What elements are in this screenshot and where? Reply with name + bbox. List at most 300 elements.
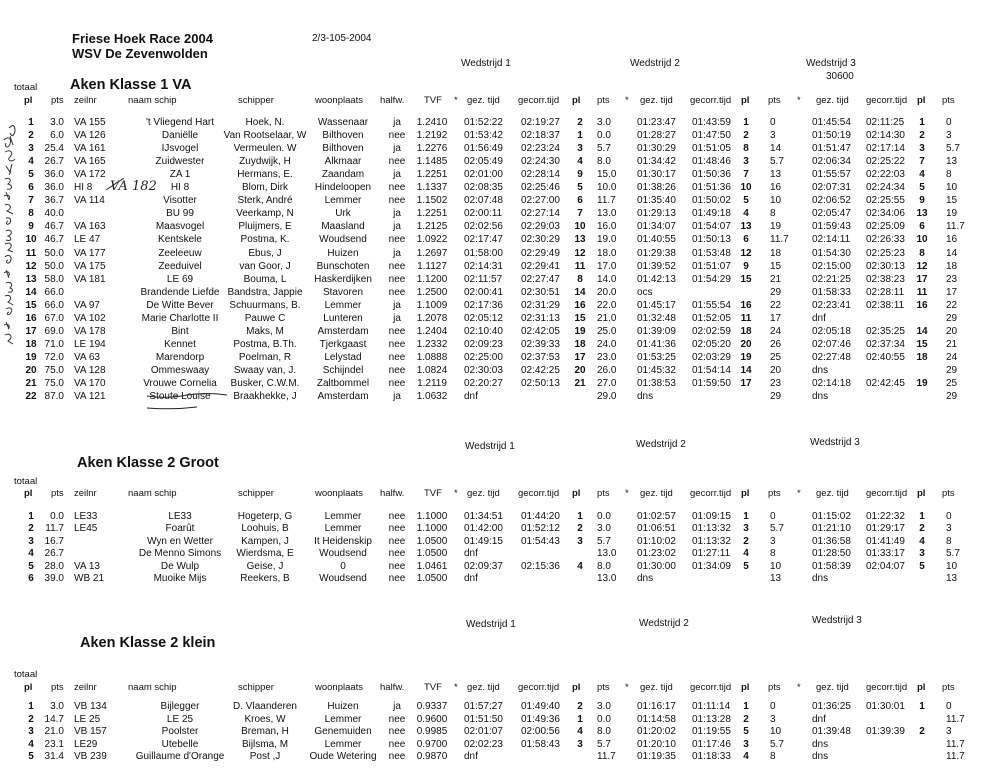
column-header: woonplaats	[315, 95, 364, 106]
cell-zeilnr: VA 97	[74, 300, 100, 311]
cell-zeilnr: VA 163	[74, 221, 106, 232]
cell-w2-gez-tijd: 01:35:40	[637, 195, 676, 206]
column-header: *	[625, 95, 629, 106]
cell-zeilnr: VA 63	[74, 352, 100, 363]
cell-w2-pl: 5	[743, 561, 749, 572]
column-header: gecorr.tijd	[518, 488, 560, 499]
cell-w1-pts: 10.0	[597, 182, 617, 193]
cell-w2-pl: 18	[740, 326, 752, 337]
cell-w3-pl: 9	[919, 195, 925, 206]
cell-w1-pl: 14	[574, 287, 586, 298]
cell-tvf: 1.2410	[416, 117, 448, 128]
cell-w2-gez-tijd: 01:10:02	[637, 536, 676, 547]
cell-w3-pts: 11.7	[946, 739, 965, 750]
totaal-label: totaal	[14, 669, 38, 680]
cell-w3-pl: 1	[919, 701, 925, 712]
cell-w1-gez-tijd: 02:17:47	[464, 234, 503, 245]
cell-w2-pts: 20	[770, 365, 782, 376]
cell-w2-gecorr-tijd: 01:53:48	[692, 248, 731, 259]
race-date: 2/3-105-2004	[312, 33, 372, 44]
cell-pts: 71.0	[44, 339, 64, 350]
cell-w1-gecorr-tijd: 02:29:03	[521, 221, 560, 232]
cell-pl: 14	[25, 287, 37, 298]
cell-pts: 26.7	[44, 156, 64, 167]
cell-naam-schip: Zuidwester	[155, 156, 205, 167]
cell-w3-pts: 3	[946, 726, 952, 737]
cell-w2-pl: 6	[743, 234, 749, 245]
column-header: pts	[942, 682, 955, 693]
cell-pl: 9	[28, 221, 34, 232]
cell-naam-schip: Vrouwe Cornelia	[143, 378, 217, 389]
cell-zeilnr: VA 126	[74, 130, 106, 141]
column-header: gez. tijd	[467, 95, 500, 106]
cell-tvf: 1.2697	[416, 248, 448, 259]
cell-w1-pl: 10	[574, 221, 586, 232]
cell-w1-pts: 16.0	[597, 221, 617, 232]
cell-w3-gez-tijd: 01:39:48	[812, 726, 851, 737]
cell-w3-gecorr-tijd: 02:26:33	[866, 234, 905, 245]
cell-naam-schip: Maasvogel	[155, 221, 205, 232]
cell-zeilnr: LE 194	[74, 339, 106, 350]
cell-w1-gez-tijd: dnf	[464, 391, 478, 402]
cell-pts: 6.0	[50, 130, 64, 141]
cell-w2-gez-tijd: dns	[637, 573, 654, 584]
cell-w2-pl: 14	[740, 365, 752, 376]
cell-woonplaats: Huizen	[327, 248, 359, 259]
column-header: woonplaats	[315, 682, 364, 693]
cell-w1-pts: 17.0	[597, 261, 617, 272]
cell-w3-pl: 13	[916, 208, 928, 219]
cell-w1-pts: 0.0	[597, 714, 611, 725]
cell-w2-gecorr-tijd: 01:55:54	[692, 300, 731, 311]
cell-naam-schip: Poolster	[161, 726, 199, 737]
cell-tvf: 1.0500	[416, 536, 448, 547]
cell-w2-pts: 13	[770, 573, 782, 584]
cell-pts: 75.0	[44, 365, 64, 376]
cell-w3-pl: 4	[919, 169, 925, 180]
cell-w3-gecorr-tijd: 02:04:07	[866, 561, 905, 572]
cell-pl: 12	[25, 261, 37, 272]
cell-schipper: Geise, J	[246, 561, 284, 572]
cell-schipper: Ebus, J	[248, 248, 282, 259]
cell-tvf: 1.2251	[416, 169, 448, 180]
cell-schipper: Post ,J	[249, 751, 281, 762]
cell-w2-gez-tijd: 01:30:00	[637, 561, 676, 572]
cell-w1-gez-tijd: dnf	[464, 573, 478, 584]
cell-w3-pts: 21	[946, 339, 958, 350]
cell-woonplaats: Oude Wetering	[309, 751, 377, 762]
cell-schipper: Blom, Dirk	[241, 182, 289, 193]
cell-halfw: nee	[388, 156, 406, 167]
cell-zeilnr: VA 175	[74, 261, 106, 272]
cell-halfw: nee	[388, 536, 406, 547]
column-header: *	[454, 488, 458, 499]
cell-woonplaats: Lemmer	[324, 195, 362, 206]
cell-w1-gecorr-tijd: 02:31:29	[521, 300, 560, 311]
cell-halfw: nee	[388, 548, 406, 559]
cell-pts: 16.7	[44, 536, 64, 547]
cell-naam-schip: Bint	[171, 326, 189, 337]
cell-pl: 3	[28, 536, 34, 547]
cell-zeilnr: VA 178	[74, 326, 106, 337]
cell-w2-gez-tijd: 01:29:38	[637, 248, 676, 259]
cell-w1-gez-tijd: 01:34:51	[464, 511, 503, 522]
cell-naam-schip: Kennet	[164, 339, 196, 350]
cell-pts: 0.0	[50, 511, 64, 522]
column-header: zeilnr	[74, 488, 97, 499]
column-header: halfw.	[380, 488, 405, 499]
cell-w3-gecorr-tijd: 01:22:32	[866, 511, 905, 522]
cell-tvf: 1.2404	[416, 326, 448, 337]
cell-w2-pts: 0	[770, 511, 776, 522]
cell-naam-schip: Utebelle	[161, 739, 199, 750]
race-heading: Wedstrijd 1	[466, 619, 516, 630]
cell-zeilnr: LE33	[74, 511, 98, 522]
cell-pl: 18	[25, 339, 37, 350]
cell-halfw: ja	[393, 169, 401, 180]
cell-w3-pts: 23	[946, 274, 958, 285]
cell-pl: 6	[28, 182, 34, 193]
column-header: *	[454, 682, 458, 693]
cell-schipper: van Goor, J	[239, 261, 291, 272]
cell-w2-pl: 2	[743, 130, 749, 141]
cell-pts: 3.0	[50, 701, 64, 712]
cell-naam-schip: HI 8	[170, 182, 190, 193]
cell-w1-gecorr-tijd: 02:15:36	[521, 561, 560, 572]
cell-w2-gecorr-tijd: 01:59:50	[692, 378, 731, 389]
column-header: pl	[917, 488, 926, 499]
cell-w1-gecorr-tijd: 01:52:12	[521, 523, 560, 534]
cell-w2-gez-tijd: 01:34:07	[637, 221, 676, 232]
cell-w2-gecorr-tijd: 01:34:09	[692, 561, 731, 572]
cell-tvf: 1.0824	[416, 365, 448, 376]
column-header: *	[625, 682, 629, 693]
column-header: gez. tijd	[816, 682, 849, 693]
cell-schipper: Reekers, B	[240, 573, 290, 584]
handwritten-note: 30600	[826, 71, 854, 82]
cell-pts: 36.0	[44, 182, 64, 193]
cell-w3-gecorr-tijd: 02:35:25	[866, 326, 905, 337]
race-heading: Wedstrijd 2	[630, 58, 680, 69]
cell-w2-pl: 16	[740, 300, 752, 311]
cell-pl: 16	[25, 313, 37, 324]
cell-w1-pts: 13.0	[597, 548, 617, 559]
cell-zeilnr: LE 25	[74, 714, 101, 725]
column-header: gecorr.tijd	[690, 95, 732, 106]
cell-schipper: Postma, B.Th.	[233, 339, 297, 350]
cell-w2-gecorr-tijd: 01:47:50	[692, 130, 731, 141]
cell-w1-gez-tijd: 02:07:48	[464, 195, 503, 206]
cell-w3-gecorr-tijd: 02:37:34	[866, 339, 905, 350]
cell-w2-pl: 1	[743, 511, 749, 522]
cell-w3-pts: 29	[946, 313, 958, 324]
column-header: zeilnr	[74, 95, 97, 106]
cell-w3-pts: 24	[946, 352, 958, 363]
cell-w2-pts: 14	[770, 143, 782, 154]
cell-w1-gecorr-tijd: 01:49:36	[521, 714, 560, 725]
cell-w2-gez-tijd: 01:16:17	[637, 701, 676, 712]
cell-w3-pl: 4	[919, 536, 925, 547]
cell-pl: 4	[28, 548, 34, 559]
cell-halfw: ja	[393, 221, 401, 232]
cell-w1-pts: 26.0	[597, 365, 617, 376]
cell-w2-pl: 5	[743, 195, 749, 206]
cell-woonplaats: Lemmer	[324, 523, 362, 534]
cell-w3-pl: 5	[919, 561, 925, 572]
cell-w1-gez-tijd: 01:52:22	[464, 117, 503, 128]
cell-w3-gecorr-tijd: 02:24:34	[866, 182, 905, 193]
cell-w3-pl: 1	[919, 511, 925, 522]
cell-zeilnr: VA 155	[74, 117, 106, 128]
cell-pl: 5	[28, 169, 34, 180]
cell-pl: 20	[25, 365, 37, 376]
cell-w2-pl: 3	[743, 523, 749, 534]
race-heading: Wedstrijd 1	[465, 441, 515, 452]
cell-w3-pts: 5.7	[946, 143, 960, 154]
column-header: naam schip	[128, 682, 177, 693]
cell-w3-gecorr-tijd: 02:30:13	[866, 261, 905, 272]
cell-pts: 72.0	[44, 352, 64, 363]
cell-halfw: ja	[393, 313, 401, 324]
cell-w3-pl: 5	[919, 182, 925, 193]
cell-halfw: nee	[388, 511, 406, 522]
cell-pts: 11.7	[45, 523, 64, 534]
cell-w1-gecorr-tijd: 02:27:47	[521, 274, 560, 285]
cell-w1-pl: 12	[574, 248, 586, 259]
column-header: gez. tijd	[816, 95, 849, 106]
race-heading: Wedstrijd 2	[636, 439, 686, 450]
cell-w1-pl: 20	[574, 365, 586, 376]
cell-woonplaats: Zaandam	[321, 169, 365, 180]
cell-halfw: ja	[393, 143, 401, 154]
cell-w2-pts: 3	[770, 130, 776, 141]
cell-w2-gecorr-tijd: 01:54:14	[692, 365, 731, 376]
cell-schipper: Pauwe C	[244, 313, 286, 324]
cell-zeilnr: VA 170	[74, 378, 106, 389]
cell-w2-gecorr-tijd: 01:51:07	[692, 261, 731, 272]
cell-w3-pts: 22	[946, 300, 958, 311]
cell-w2-gez-tijd: 01:29:13	[637, 208, 676, 219]
cell-w1-pl: 21	[574, 378, 586, 389]
cell-w1-gez-tijd: 01:58:00	[464, 248, 503, 259]
cell-pts: 69.0	[44, 326, 64, 337]
cell-pts: 66.0	[44, 300, 64, 311]
cell-w2-gez-tijd: 01:39:09	[637, 326, 676, 337]
cell-w3-pts: 8	[946, 536, 952, 547]
cell-w1-gez-tijd: 01:49:15	[464, 536, 503, 547]
cell-halfw: nee	[388, 130, 406, 141]
cell-tvf: 1.2125	[416, 221, 448, 232]
cell-w2-pl: 8	[743, 143, 749, 154]
cell-halfw: ja	[393, 391, 401, 402]
column-header: schipper	[238, 682, 274, 693]
cell-w2-gecorr-tijd: 01:50:13	[692, 234, 731, 245]
cell-w1-gecorr-tijd: 01:54:43	[521, 536, 560, 547]
cell-pts: 46.7	[44, 234, 64, 245]
cell-halfw: nee	[388, 739, 406, 750]
cell-w1-gecorr-tijd: 02:29:49	[521, 248, 560, 259]
column-header: pl	[741, 488, 750, 499]
cell-w1-gecorr-tijd: 02:39:33	[521, 339, 560, 350]
cell-woonplaats: Woudsend	[319, 234, 367, 245]
cell-w3-gecorr-tijd: 02:25:55	[866, 195, 905, 206]
cell-w3-gez-tijd: 02:05:47	[812, 208, 851, 219]
cell-w1-pts: 25.0	[597, 326, 617, 337]
cell-w3-pl: 7	[919, 156, 925, 167]
cell-w3-gez-tijd: 01:50:19	[812, 130, 851, 141]
cell-w3-gez-tijd: 02:07:46	[812, 339, 851, 350]
cell-w1-gecorr-tijd: 02:19:27	[521, 117, 560, 128]
column-header: pl	[741, 95, 750, 106]
cell-w2-gecorr-tijd: 02:02:59	[692, 326, 731, 337]
cell-w1-pl: 9	[577, 169, 583, 180]
column-header: halfw.	[380, 682, 405, 693]
cell-w2-pts: 10	[770, 561, 782, 572]
column-header: schipper	[238, 488, 274, 499]
cell-w1-pts: 3.0	[597, 117, 611, 128]
cell-w3-gecorr-tijd: 01:30:01	[866, 701, 905, 712]
cell-halfw: nee	[388, 573, 406, 584]
cell-w3-gecorr-tijd: 01:33:17	[866, 548, 905, 559]
cell-woonplaats: Lemmer	[324, 714, 362, 725]
cell-w2-gecorr-tijd: 01:11:14	[692, 701, 731, 712]
cell-w2-gecorr-tijd: 01:54:29	[692, 274, 731, 285]
cell-w2-gez-tijd: dns	[637, 391, 654, 402]
cell-pts: 3.0	[50, 117, 64, 128]
cell-w3-gez-tijd: 01:36:58	[812, 536, 851, 547]
column-header: pl	[917, 95, 926, 106]
cell-w1-gecorr-tijd: 02:50:13	[521, 378, 560, 389]
section-title: Aken Klasse 2 Groot	[77, 455, 219, 471]
cell-tvf: 1.0632	[416, 391, 448, 402]
cell-tvf: 0.9600	[416, 714, 448, 725]
cell-pl: 1	[28, 701, 34, 712]
cell-schipper: Hogeterp, G	[237, 511, 293, 522]
cell-tvf: 1.0500	[416, 573, 448, 584]
cell-naam-schip: Kentskele	[158, 234, 202, 245]
cell-naam-schip: Zeeleeuw	[158, 248, 202, 259]
cell-halfw: ja	[393, 248, 401, 259]
cell-w3-pts: 29	[946, 391, 958, 402]
cell-naam-schip: BU 99	[166, 208, 194, 219]
cell-w1-gecorr-tijd: 02:00:56	[521, 726, 560, 737]
cell-w3-pts: 20	[946, 326, 958, 337]
cell-w1-gecorr-tijd: 02:37:53	[521, 352, 560, 363]
cell-woonplaats: It Heidenskip	[314, 536, 372, 547]
cell-w2-pts: 8	[770, 751, 776, 762]
cell-halfw: nee	[388, 274, 406, 285]
cell-w1-gez-tijd: 02:05:12	[464, 313, 503, 324]
cell-w3-gecorr-tijd: 01:39:39	[866, 726, 905, 737]
cell-schipper: Kroes, W	[244, 714, 286, 725]
cell-w1-gez-tijd: 02:05:49	[464, 156, 503, 167]
cell-w1-pl: 1	[577, 714, 583, 725]
cell-w1-gecorr-tijd: 02:27:00	[521, 195, 560, 206]
cell-w3-pl: 19	[916, 378, 928, 389]
cell-w2-gecorr-tijd: 01:49:18	[692, 208, 731, 219]
column-header: *	[454, 95, 458, 106]
cell-tvf: 1.2251	[416, 208, 448, 219]
cell-naam-schip: Bijlegger	[160, 701, 200, 712]
cell-naam-schip: Stoute Louise	[149, 391, 211, 402]
cell-tvf: 1.1502	[416, 195, 448, 206]
cell-w3-gez-tijd: 02:27:48	[812, 352, 851, 363]
cell-w1-gecorr-tijd: 02:28:14	[521, 169, 560, 180]
cell-w3-pts: 11.7	[946, 751, 965, 762]
cell-pts: 26.7	[44, 548, 64, 559]
cell-w1-pts: 0.0	[597, 130, 611, 141]
cell-naam-schip: LE 69	[166, 274, 194, 285]
cell-pts: 46.7	[44, 221, 64, 232]
cell-w2-gez-tijd: 01:06:51	[637, 523, 676, 534]
cell-w3-pts: 3	[946, 523, 952, 534]
cell-w2-pl: 9	[743, 261, 749, 272]
column-header: zeilnr	[74, 682, 97, 693]
cell-tvf: 1.1485	[416, 156, 448, 167]
column-header: pl	[24, 682, 33, 693]
cell-w2-gez-tijd: 01:38:53	[637, 378, 676, 389]
cell-halfw: nee	[388, 523, 406, 534]
cell-w1-pts: 11.7	[597, 195, 616, 206]
cell-tvf: 0.9337	[416, 701, 448, 712]
cell-schipper: Busker, C.W.M.	[230, 378, 300, 389]
cell-halfw: nee	[388, 326, 406, 337]
cell-woonplaats: Lemmer	[324, 739, 362, 750]
cell-w2-pl: 20	[740, 339, 752, 350]
cell-w1-pts: 5.7	[597, 536, 611, 547]
cell-w3-gez-tijd: 02:23:41	[812, 300, 851, 311]
cell-zeilnr: VA 177	[74, 248, 106, 259]
cell-woonplaats: Bilthoven	[322, 130, 364, 141]
cell-w3-gecorr-tijd: 02:25:23	[866, 248, 905, 259]
cell-pts: 36.0	[44, 169, 64, 180]
cell-w2-pl: 10	[740, 182, 752, 193]
cell-naam-schip: Wyn en Wetter	[147, 536, 213, 547]
cell-halfw: nee	[388, 714, 406, 725]
cell-w2-pts: 3	[770, 714, 776, 725]
cell-halfw: nee	[388, 195, 406, 206]
cell-woonplaats: Lemmer	[324, 511, 362, 522]
cell-w1-gecorr-tijd: 02:25:46	[521, 182, 560, 193]
cell-halfw: nee	[388, 287, 406, 298]
column-header: TVF	[424, 488, 442, 499]
cell-pts: 28.0	[44, 561, 64, 572]
cell-halfw: nee	[388, 261, 406, 272]
cell-w3-gez-tijd: 01:59:43	[812, 221, 851, 232]
cell-w3-pl: 2	[919, 130, 925, 141]
cell-zeilnr: VA 114	[74, 195, 105, 206]
cell-pts: 31.4	[44, 751, 64, 762]
cell-schipper: Maks, M	[246, 326, 284, 337]
cell-w1-gez-tijd: 02:17:36	[464, 300, 503, 311]
cell-w2-gez-tijd: 01:45:32	[637, 365, 676, 376]
cell-w2-pts: 24	[770, 326, 782, 337]
cell-schipper: Swaay van, J.	[233, 365, 297, 376]
cell-w3-pts: 13	[946, 573, 958, 584]
totaal-label: totaal	[14, 476, 38, 487]
cell-naam-schip: LE 25	[166, 714, 194, 725]
cell-pts: 36.7	[44, 195, 64, 206]
cell-schipper: Schuurmans, B.	[229, 300, 301, 311]
cell-w2-gecorr-tijd: 01:51:05	[692, 143, 731, 154]
column-header: naam schip	[128, 488, 177, 499]
cell-w2-gez-tijd: ocs	[637, 287, 653, 298]
column-header: halfw.	[380, 95, 405, 106]
cell-w2-gez-tijd: 01:34:42	[637, 156, 676, 167]
cell-pl: 11	[25, 248, 37, 259]
cell-woonplaats: Woudsend	[319, 573, 367, 584]
cell-halfw: ja	[393, 701, 401, 712]
